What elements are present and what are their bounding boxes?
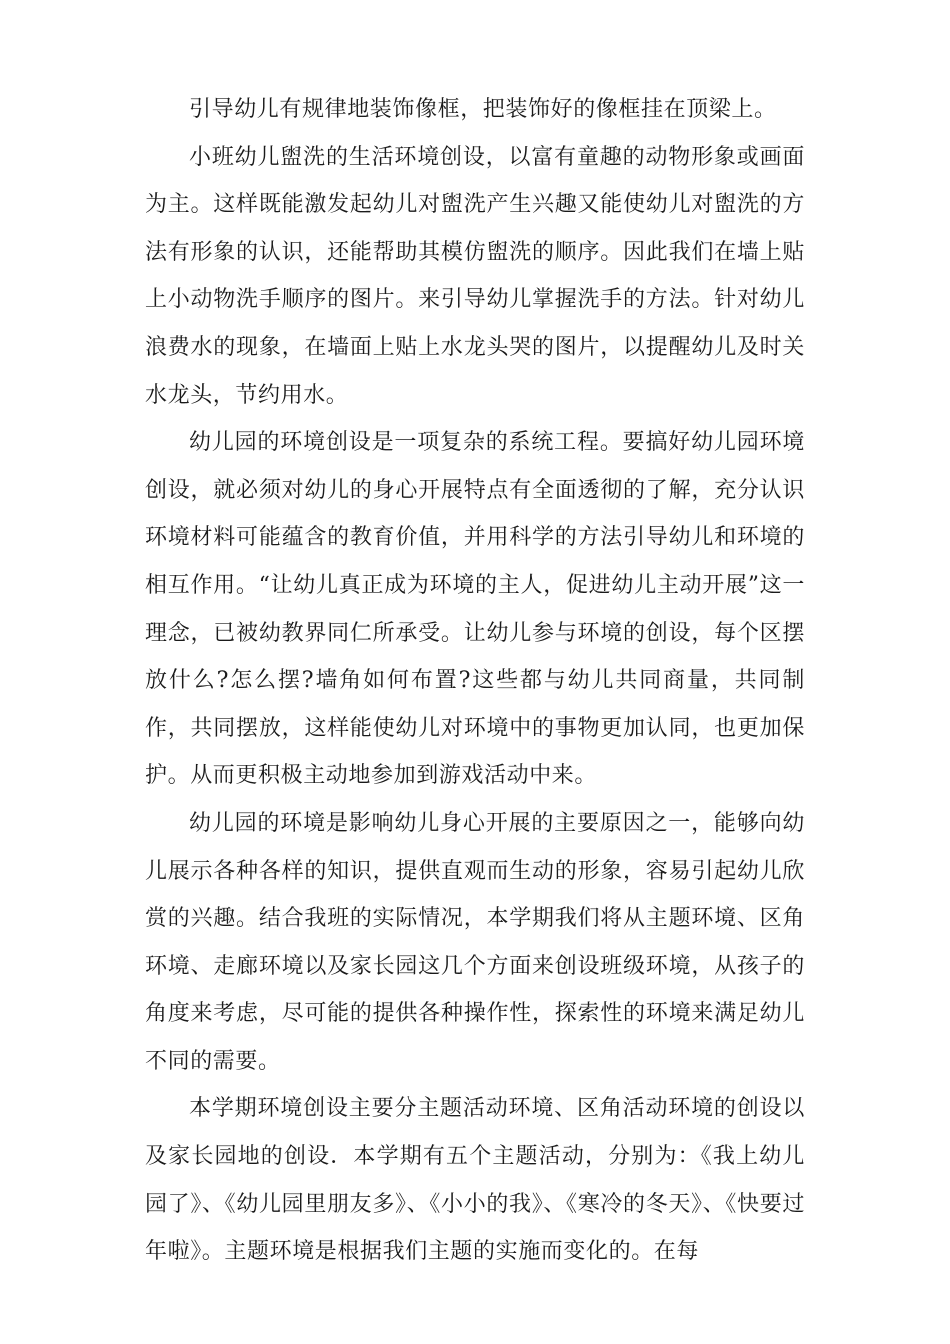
paragraph-4: 幼儿园的环境是影响幼儿身心开展的主要原因之一，能够向幼儿展示各种各样的知识，提供直观而生动的形象，容易引起幼儿欣赏的兴趣。结合我班的实际情况，本学期我们将从主题环境、区角环境、走廊环境以及家长园这几个方面来创设班级环境，从孩子的角度来考虑，尽可能的提供各种操作性，探索性的环境来满足幼儿不同的需要。	[145, 810, 805, 1074]
paragraph-2: 小班幼儿盥洗的生活环境创设，以富有童趣的动物形象或画面为主。这样既能激发起幼儿对盥洗产生兴趣又能使幼儿对盥洗的方法有形象的认识，还能帮助其模仿盥洗的顺序。因此我们在墙上贴上小动物洗手顺序的图片。来引导幼儿掌握洗手的方法。针对幼儿浪费水的现象，在墙面上贴上水龙头哭的图片，以提醒幼儿及时关水龙头，节约用水。	[145, 144, 805, 408]
paragraph-5: 本学期环境创设主要分主题活动环境、区角活动环境的创设以及家长园地的创设．本学期有五个主题活动，分别为：《我上幼儿园了》、《幼儿园里朋友多》、《小小的我》、《寒冷的冬天》、《快要过年啦》。主题环境是根据我们主题的实施而变化的。在每	[145, 1096, 805, 1265]
paragraph-3: 幼儿园的环境创设是一项复杂的系统工程。要搞好幼儿园环境创设，就必须对幼儿的身心开展特点有全面透彻的了解，充分认识环境材料可能蕴含的教育价值，并用科学的方法引导幼儿和环境的相互作用。“让幼儿真正成为环境的主人，促进幼儿主动开展”这一理念，已被幼教界同仁所承受。让幼儿参与环境的创设，每个区摆放什么?怎么摆?墙角如何布置?这些都与幼儿共同商量，共同制作，共同摆放，这样能使幼儿对环境中的事物更加认同，也更加保护。从而更积极主动地参加到游戏活动中来。	[145, 430, 805, 789]
document-body	[145, 86, 805, 1276]
paragraph-1: 引导幼儿有规律地装饰像框，把装饰好的像框挂在顶梁上。	[189, 97, 777, 122]
